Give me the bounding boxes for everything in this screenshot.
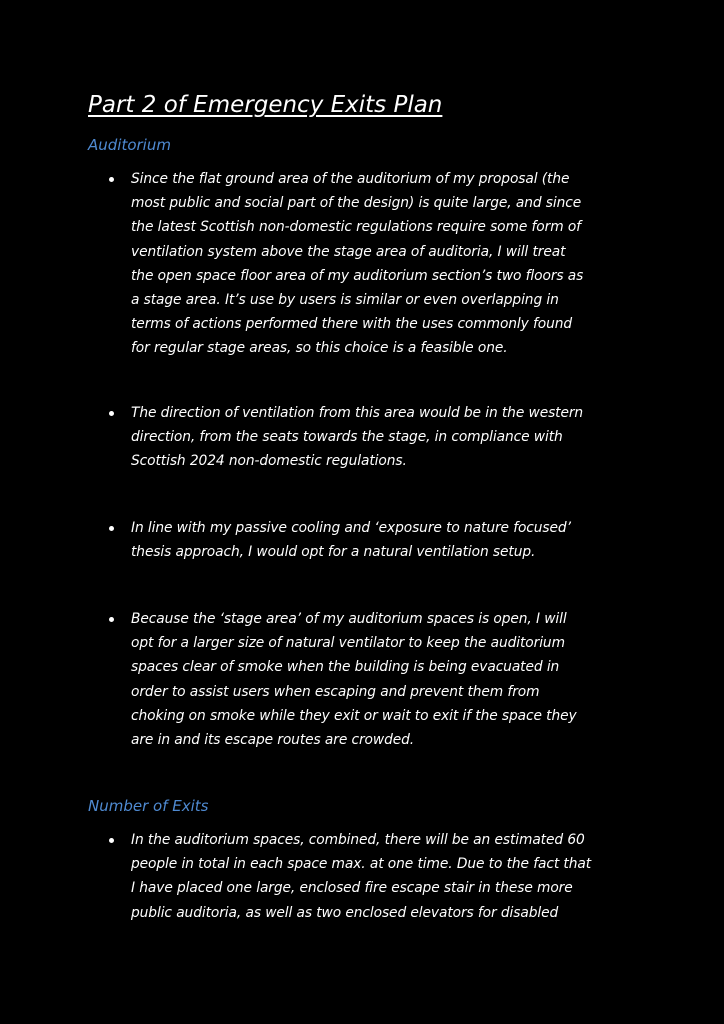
bullet-item — [88, 401, 648, 474]
bullet-item — [88, 167, 648, 361]
text-line: the open space floor area of my auditorium section’s two floors as — [131, 267, 584, 284]
text-line: spaces clear of smoke when the building is being evacuated in — [131, 659, 560, 676]
auditorium-bullet-list — [88, 167, 648, 361]
text-line: choking on smoke while they exit or wait to exit if the space they — [131, 707, 577, 724]
text-line: I have placed one large, enclosed fire escape stair in these more — [131, 880, 573, 897]
auditorium-bullet-list-2 — [88, 401, 648, 474]
bullet-dot-icon — [109, 177, 114, 182]
text-line: a stage area. It’s use by users is similar or even overlapping in — [131, 292, 559, 309]
text-line: for regular stage areas, so this choice is a feasible one. — [131, 340, 508, 357]
auditorium-bullet-list-4 — [88, 607, 648, 752]
auditorium-bullet-list-3 — [88, 516, 648, 564]
text-line: Because the ‘stage area’ of my auditorium spaces is open, I will — [131, 611, 567, 627]
bullet-dot-icon — [109, 526, 114, 531]
bullet-dot-icon — [109, 411, 114, 416]
text-line: most public and social part of the design) is quite large, and since — [131, 195, 582, 212]
text-line: the latest Scottish non-domestic regulations require some form of — [131, 219, 581, 236]
section-heading-auditorium: Auditorium — [88, 136, 171, 154]
text-line: The direction of ventilation from this area would be in the western — [131, 405, 584, 421]
text-line: opt for a larger size of natural ventilator to keep the auditorium — [131, 635, 565, 652]
text-line: ventilation system above the stage area of auditoria, I will treat — [131, 243, 566, 260]
text-line: public auditoria, as well as two enclosed elevators for disabled — [131, 904, 559, 921]
text-line: are in and its escape routes are crowded. — [131, 732, 415, 749]
text-line: order to assist users when escaping and prevent them from — [131, 683, 540, 700]
bullet-item — [88, 607, 648, 752]
bullet-dot-icon — [109, 838, 114, 843]
page-title: Part 2 of Emergency Exits Plan — [88, 92, 443, 118]
text-line: Since the flat ground area of the auditorium of my proposal (the — [131, 171, 570, 187]
text-line: terms of actions performed there with the uses commonly found — [131, 316, 573, 333]
text-line: thesis approach, I would opt for a natural ventilation setup. — [131, 544, 536, 561]
text-line: Scottish 2024 non-domestic regulations. — [131, 453, 407, 470]
bullet-dot-icon — [109, 617, 114, 622]
text-line: direction, from the seats towards the stage, in compliance with — [131, 429, 563, 446]
text-line: In the auditorium spaces, combined, there will be an estimated 60 — [131, 832, 585, 848]
bullet-item — [88, 516, 648, 564]
bullet-item — [88, 828, 648, 925]
text-line: In line with my passive cooling and ‘exposure to nature focused’ — [131, 520, 571, 536]
text-line: people in total in each space max. at one time. Due to the fact that — [131, 856, 592, 873]
section-heading-number-of-exits: Number of Exits — [88, 797, 209, 815]
exits-bullet-list — [88, 828, 648, 925]
